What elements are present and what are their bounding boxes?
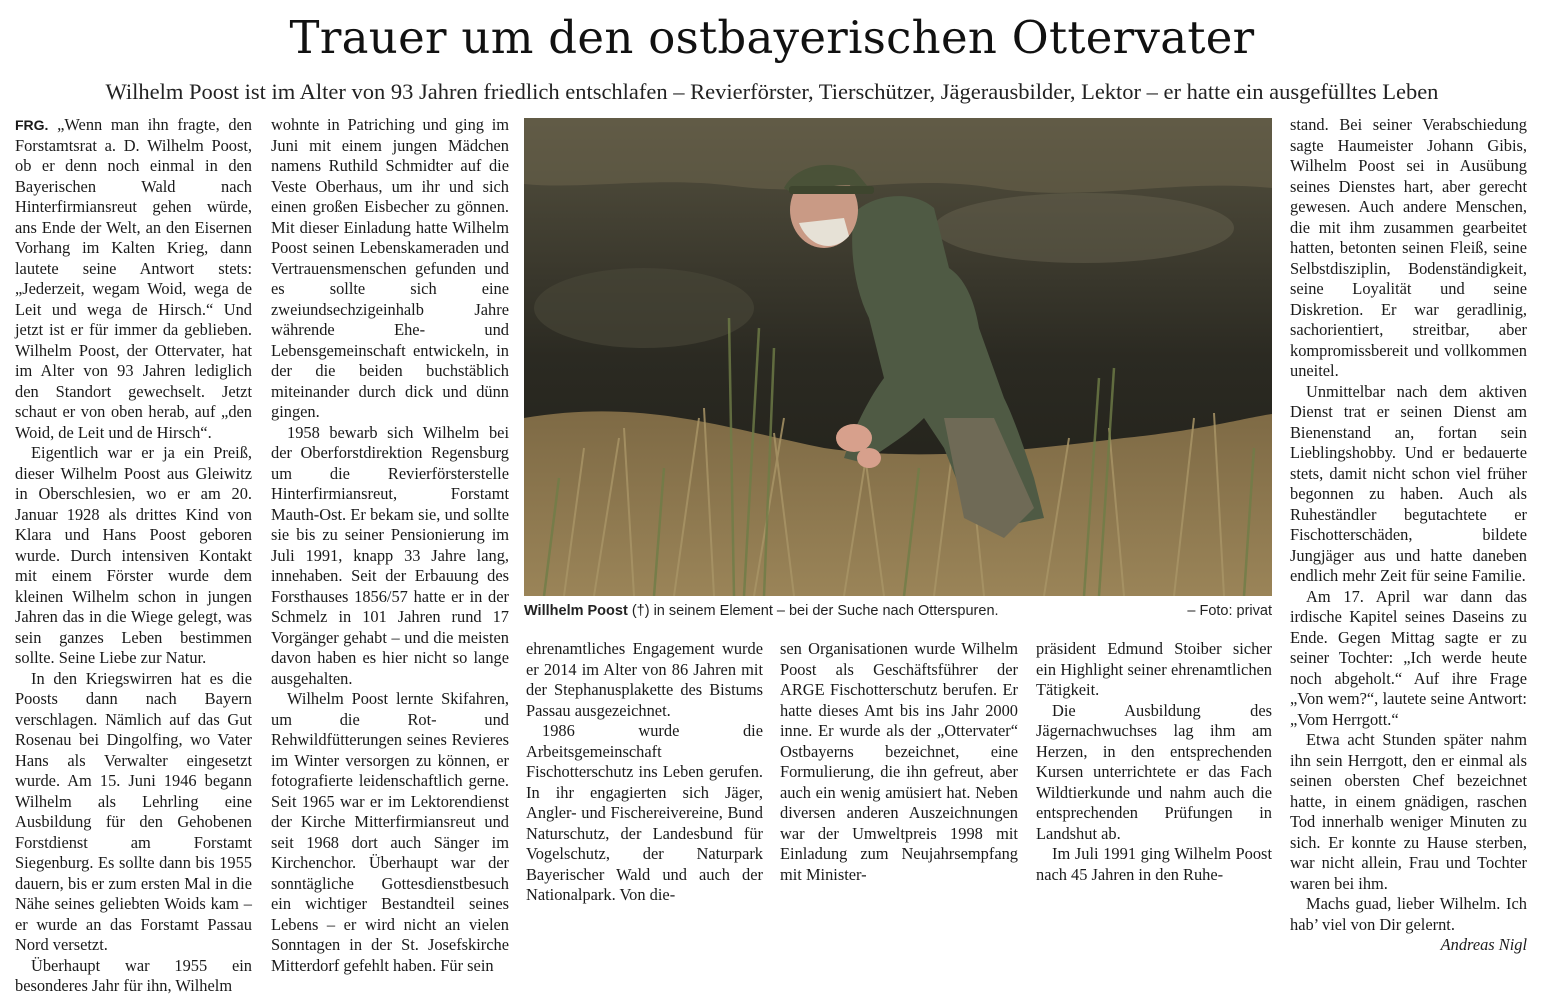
article-column-3 [526, 639, 763, 906]
paragraph: 1958 bewarb sich Wilhelm bei der Oberforstdirektion Regensburg um die Revierförsterstelle Hinterfirmiansreut, Forstamt Mauth-Ost. Er bekam sie, und sollte sie bis zu seiner Pensionierung im Juli 1991, knapp 33 Jahre lang, innehaben. Seit der Erbauung des Forsthauses 1856/57 hatte er in der Schmelz in 101 Jahren rund 17 Vorgänger gehabt – und die meisten davon haben es hier nicht so lange ausgehalten. [271, 422, 509, 688]
paragraph: Im Juli 1991 ging Wilhelm Poost nach 45 Jahren in den Ruhe- [1036, 844, 1272, 884]
paragraph: 1986 wurde die Arbeitsgemeinschaft Fischotterschutz ins Leben gerufen. In ihr engagierten sich Jäger, Angler- und Fischereivereine, Bund Naturschutz, der Landesbund für Vogelschutz, der Naturpark Bayerischer Wald und auch der Nationalpark. Von die- [526, 721, 763, 904]
paragraph: Unmittelbar nach dem aktiven Dienst trat er seinen Dienst am Bienenstand an, fortan sein Lieblingshobby. Und er bedauerte stets, damit nicht schon viel früher begonnen zu haben. Auch als Ruheständler begutachtete er Fischotterschäden, bildete Jungjäger aus und hatte daneben endlich mehr Zeit für seine Familie. [1290, 381, 1527, 585]
paragraph: In den Kriegswirren hat es die Poosts dann nach Bayern verschlagen. Nämlich auf das Gut Rosenau bei Dingolfing, wo Vater Hans als Verwalter eingesetzt wurde. Am 15. Juni 1946 begann Wilhelm als Lehrling eine Ausbildung für den Gehobenen Forstdienst am Forstamt Siegenburg. Es sollte dann bis 1955 dauern, bis er zum ersten Mal in die Nähe seines geliebten Woids kam – er wurde an das Forstamt Passau Nord versetzt. [15, 668, 252, 954]
paragraph-text: „Wenn man ihn fragte, den Forstamtsrat a. D. Wilhelm Poost, ob er denn noch einmal in den Bayerischen Wald nach Hinterfirmiansreut gehen würde, ans Ende der Welt, an den Eisernen Vorhang im Kalten Krieg, dann lautete seine Antwort stets: „Jederzeit, wegam Woid, wega de Leit und wega de Hirsch.“ Und jetzt ist er für immer da geblieben. Wilhelm Poost, der Ottervater, hat im Alter von 93 Jahren lediglich den Standort gewechselt. Jetzt schaut er von oben herab, auf „den Woid, de Leit und de Hirsch“. [15, 115, 252, 442]
article-column-1 [15, 115, 252, 997]
article-column-6 [1290, 115, 1527, 956]
paragraph: stand. Bei seiner Verabschiedung sagte Haumeister Johann Gibis, Wilhelm Poost sei in Ausübung seines Dienstes hart, aber gerecht gewesen. Auch andere Menschen, die mit ihm zusammen gearbeitet hatten, betonten seinen Fleiß, seine Selbstdisziplin, Bodenständigkeit, seine Loyalität und seine Diskretion. Er war geradlinig, sachorientiert, streitbar, aber kompromissbereit und vollkommen uneitel. [1290, 115, 1527, 380]
article-column-2 [271, 115, 509, 976]
paragraph: Etwa acht Stunden später nahm ihn sein Herrgott, den er einmal als seinen obersten Chef bezeichnet hatte, in einem gnädigen, raschen Tod innerhalb weniger Minuten zu sich. Er konnte zu Hause sterben, war nicht allein, Frau und Tochter waren bei ihm. [1290, 730, 1527, 893]
paragraph: Die Ausbildung des Jägernachwuchses lag ihm am Herzen, in den entsprechenden Kursen unterrichtete er das Fach Wildtierkunde und nahm auch die entsprechenden Prüfungen in Landshut ab. [1036, 700, 1272, 843]
paragraph: präsident Edmund Stoiber sicher ein Highlight seiner ehrenamtlichen Tätigkeit. [1036, 639, 1272, 699]
forester-at-pond-image [524, 118, 1272, 596]
dateline: FRG. [15, 117, 49, 133]
paragraph: Überhaupt war 1955 ein besonderes Jahr für ihn, Wilhelm [15, 955, 252, 995]
article-column-5 [1036, 639, 1272, 885]
headline: Trauer um den ostbayerischen Ottervater [289, 11, 1255, 64]
article-photo [524, 118, 1272, 596]
photo-credit: – Foto: privat [1187, 603, 1272, 619]
article-column-4 [780, 639, 1018, 885]
paragraph: Am 17. April war dann das irdische Kapitel seines Daseins zu Ende. Gegen Mittag sagte er zu seiner Tochter: „Ich werde heute noch abgeholt.“ Auf ihre Frage „Von wem?“, lautete seine Antwort: „Vom Herrgott.“ [1290, 586, 1527, 729]
paragraph: wohnte in Patriching und ging im Juni mit einem jungen Mädchen namens Ruthild Schmidter auf die Veste Oberhaus, um ihr und sich einen großen Eisbecher zu gönnen. Mit dieser Einladung hatte Wilhelm Poost seinen Lebenskameraden und Vertrauensmenschen gefunden und es sollte sich eine zweiundsechzigeinhalb Jahre währende Ehe- und Lebensgemeinschaft entwickeln, in der die beiden buchstäblich miteinander durch dick und dünn gingen. [271, 115, 509, 421]
author-signature: Andreas Nigl [1440, 935, 1527, 954]
caption-name: Willhelm Poost [524, 603, 628, 619]
paragraph [15, 115, 252, 443]
subheadline: Wilhelm Poost ist im Alter von 93 Jahren friedlich entschlafen – Revierförster, Tierschützer, Jägerausbilder, Lektor – er hatte ein ausgefülltes Leben [105, 79, 1439, 104]
photo-caption [524, 602, 1272, 620]
paragraph: ehrenamtliches Engagement wurde er 2014 im Alter von 86 Jahren mit der Stephanusplakette des Bistums Passau ausgezeichnet. [526, 639, 763, 720]
paragraph: Eigentlich war er ja ein Preiß, dieser Wilhelm Poost aus Gleiwitz in Oberschlesien, wo er am 20. Januar 1928 als drittes Kind von Klara und Hans Poost geboren wurde. Durch intensiven Kontakt mit einem Förster wurde dem kleinen Wilhelm schon in jungen Jahren das in die Wiege gelegt, was sein ganzes Leben bestimmen sollte. Seine Liebe zur Natur. [15, 443, 252, 667]
paragraph: Machs guad, lieber Wilhelm. Ich hab’ viel von Dir gelernt. [1290, 894, 1527, 934]
caption-text: (†) in seinem Element – bei der Suche nach Otterspuren. [627, 603, 999, 619]
paragraph: sen Organisationen wurde Wilhelm Poost als Geschäftsführer der ARGE Fischotterschutz berufen. Er hatte dieses Amt bis ins Jahr 2000 inne. Er wurde als der „Ottervater“ Ostbayerns bezeichnet, eine Formulierung, die ihn gefreut, aber auch ein wenig amüsiert hat. Neben diversen anderen Auszeichnungen war der Umweltpreis 1998 mit Einladung zum Neujahrsempfang mit Minister- [780, 639, 1018, 884]
paragraph: Wilhelm Poost lernte Skifahren, um die Rot- und Rehwildfütterungen seines Revieres im Winter versorgen zu können, er fotografierte leidenschaftlich gerne. Seit 1965 war er im Lektorendienst der Kirche Mitterfirmiansreut und seit 1968 dort auch Sänger im Kirchenchor. Überhaupt war der sonntägliche Gottesdienstbesuch ein wichtiger Bestandteil seines Lebens – er wird nicht an vielen Sonntagen in der St. Josefskirche Mitterdorf gefehlt haben. Für sein [271, 689, 509, 975]
